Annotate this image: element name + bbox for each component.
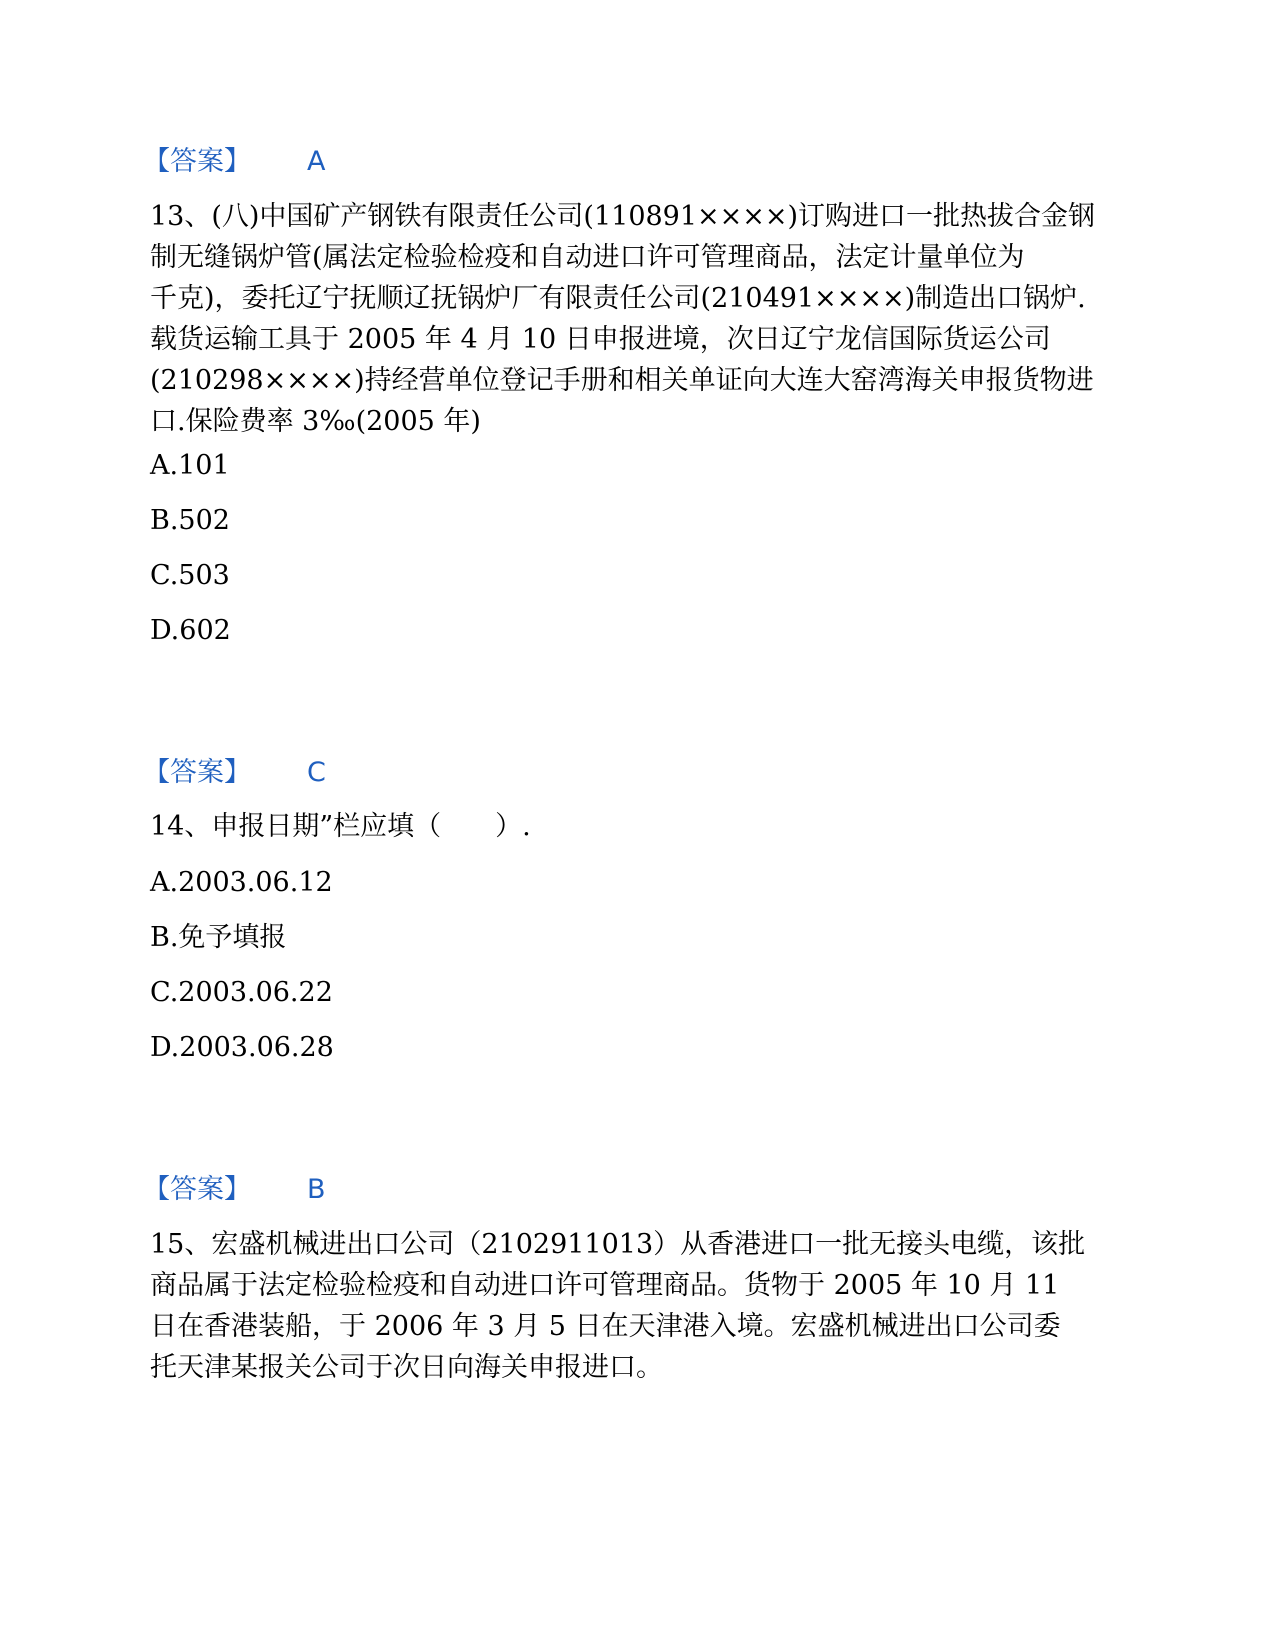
option-a: A.2003.06.12 bbox=[150, 867, 333, 898]
question-14 bbox=[150, 806, 1120, 847]
question-13 bbox=[150, 196, 1120, 442]
option-c: C.2003.06.22 bbox=[150, 977, 333, 1008]
option-a: A.101 bbox=[150, 450, 230, 481]
answer-value: A bbox=[307, 146, 326, 177]
answer-label: 【答案】 bbox=[143, 146, 251, 177]
question-text-line: 托天津某报关公司于次日向海关申报进口。 bbox=[150, 1352, 663, 1383]
question-text-line: 商品属于法定检验检疫和自动进口许可管理商品。货物于 2005 年 10 月 11 bbox=[150, 1270, 1060, 1301]
question-text-line: 日在香港装船，于 2006 年 3 月 5 日在天津港入境。宏盛机械进出口公司委 bbox=[150, 1311, 1061, 1342]
question-text-line: 口.保险费率 3‰(2005 年) bbox=[150, 406, 481, 437]
question-text-line: 14、申报日期”栏应填（ ）. bbox=[150, 811, 531, 842]
question-text-line: 千克)，委托辽宁抚顺辽抚锅炉厂有限责任公司(210491××××)制造出口锅炉. bbox=[150, 283, 1086, 314]
answer-line-3 bbox=[143, 1173, 326, 1207]
answer-line-2 bbox=[143, 756, 326, 790]
option-c: C.503 bbox=[150, 560, 230, 591]
answer-value: B bbox=[307, 1174, 326, 1205]
answer-value: C bbox=[307, 757, 326, 788]
question-text-line: 制无缝锅炉管(属法定检验检疫和自动进口许可管理商品，法定计量单位为 bbox=[150, 242, 1025, 273]
option-d: D.602 bbox=[150, 615, 231, 646]
answer-label: 【答案】 bbox=[143, 1174, 251, 1205]
question-text-line: 13、(八)中国矿产钢铁有限责任公司(110891××××)订购进口一批热拔合金钢 bbox=[150, 201, 1096, 232]
question-text-line: (210298××××)持经营单位登记手册和相关单证向大连大窑湾海关申报货物进 bbox=[150, 365, 1094, 396]
question-15 bbox=[150, 1224, 1120, 1388]
question-text-line: 15、宏盛机械进出口公司（2102911013）从香港进口一批无接头电缆，该批 bbox=[150, 1229, 1086, 1260]
option-b: B.502 bbox=[150, 505, 230, 536]
question-text-line: 载货运输工具于 2005 年 4 月 10 日申报进境，次日辽宁龙信国际货运公司 bbox=[150, 324, 1051, 355]
answer-label: 【答案】 bbox=[143, 757, 251, 788]
option-b: B.免予填报 bbox=[150, 922, 287, 953]
answer-line-1 bbox=[143, 145, 325, 179]
option-d: D.2003.06.28 bbox=[150, 1032, 334, 1063]
